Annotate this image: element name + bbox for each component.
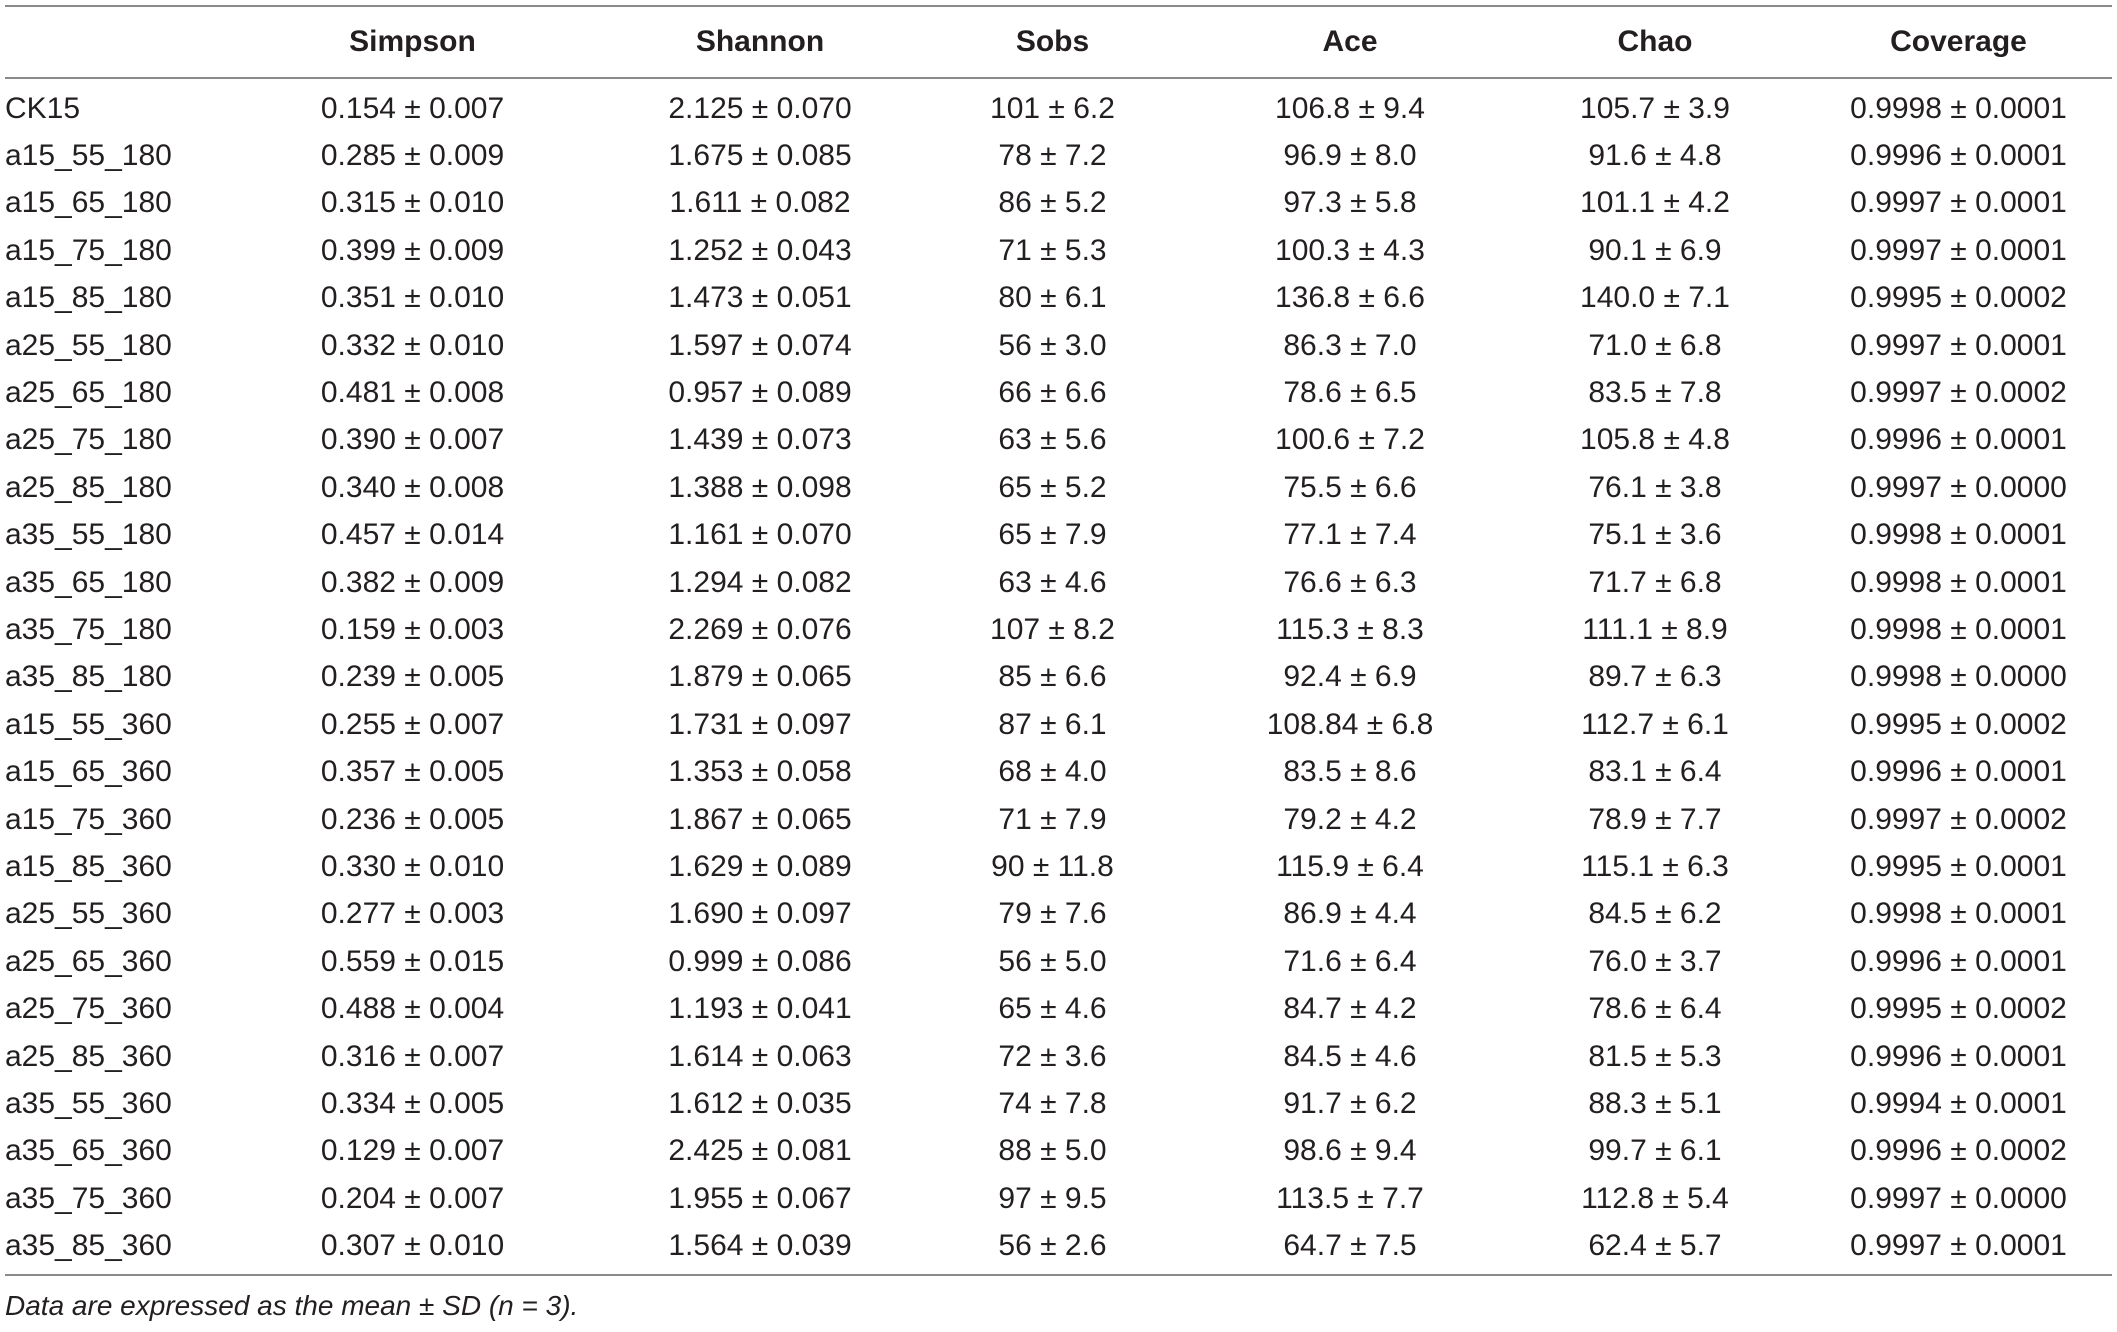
table-row [5,559,2112,606]
ace-cell: 86.9 ± 4.4 [1283,897,1417,931]
shannon-cell: 1.294 ± 0.082 [668,565,852,599]
row-label: a15_65_360 [5,755,172,789]
table-row [5,369,2112,416]
ace-cell: 98.6 ± 9.4 [1283,1134,1417,1168]
chao-cell: 88.3 ± 5.1 [1588,1086,1722,1120]
simpson-cell: 0.316 ± 0.007 [320,1039,505,1073]
simpson-cell: 0.315 ± 0.010 [320,186,505,220]
table-row [5,985,2112,1032]
chao-cell: 81.5 ± 5.3 [1588,1039,1722,1073]
ace-cell: 75.5 ± 6.6 [1283,470,1417,504]
ace-cell: 84.5 ± 4.6 [1283,1039,1417,1073]
shannon-cell: 2.425 ± 0.081 [668,1134,852,1168]
ace-cell: 97.3 ± 5.8 [1283,186,1417,220]
ace-cell: 92.4 ± 6.9 [1283,660,1417,694]
row-label: a35_75_180 [5,612,172,646]
row-label: a15_85_180 [5,281,172,315]
coverage-cell: 0.9998 ± 0.0000 [1850,660,2067,694]
simpson-cell: 0.382 ± 0.009 [320,565,505,599]
simpson-cell: 0.255 ± 0.007 [320,707,505,741]
simpson-cell: 0.399 ± 0.009 [320,233,505,267]
simpson-cell: 0.204 ± 0.007 [320,1181,505,1215]
chao-cell: 78.6 ± 6.4 [1588,992,1722,1026]
coverage-cell: 0.9995 ± 0.0001 [1850,849,2067,883]
sobs-cell: 68 ± 4.0 [998,755,1107,789]
table-row [5,1033,2112,1080]
simpson-cell: 0.357 ± 0.005 [320,755,505,789]
row-label: a35_55_360 [5,1086,172,1120]
ace-cell: 96.9 ± 8.0 [1283,139,1417,173]
shannon-cell: 1.629 ± 0.089 [668,849,852,883]
coverage-cell: 0.9998 ± 0.0001 [1850,565,2067,599]
table-row [5,1080,2112,1127]
row-label: a25_85_360 [5,1039,172,1073]
simpson-cell: 0.334 ± 0.005 [320,1086,505,1120]
ace-cell: 78.6 ± 6.5 [1283,376,1417,410]
coverage-cell: 0.9997 ± 0.0002 [1850,376,2067,410]
row-label: a15_75_360 [5,802,172,836]
chao-cell: 62.4 ± 5.7 [1505,1222,1805,1274]
chao-cell: 83.1 ± 6.4 [1588,755,1722,789]
shannon-cell: 1.252 ± 0.043 [668,233,852,267]
table-row [5,606,2112,653]
coverage-cell: 0.9996 ± 0.0001 [1850,755,2067,789]
simpson-cell: 0.351 ± 0.010 [320,281,505,315]
coverage-cell: 0.9997 ± 0.0001 [1850,328,2067,362]
coverage-cell: 0.9996 ± 0.0001 [1850,139,2067,173]
table-row [5,78,2112,132]
column-header-shannon: Shannon [610,6,910,78]
coverage-cell: 0.9997 ± 0.0001 [1850,186,2067,220]
sobs-cell: 56 ± 5.0 [998,944,1107,978]
sobs-cell: 101 ± 6.2 [990,91,1115,125]
sobs-cell: 90 ± 11.8 [991,849,1114,883]
row-label: a35_85_360 [5,1222,215,1274]
column-header-simpson: Simpson [215,6,610,78]
simpson-cell: 0.330 ± 0.010 [320,849,505,883]
shannon-cell: 0.999 ± 0.086 [668,944,852,978]
simpson-cell: 0.236 ± 0.005 [320,802,505,836]
column-header-chao: Chao [1505,6,1805,78]
row-label: a25_75_360 [5,992,172,1026]
simpson-cell: 0.285 ± 0.009 [320,139,505,173]
ace-cell: 115.9 ± 6.4 [1276,849,1424,883]
shannon-cell: 1.193 ± 0.041 [668,992,852,1026]
coverage-cell: 0.9997 ± 0.0001 [1850,233,2067,267]
simpson-cell: 0.559 ± 0.015 [320,944,505,978]
coverage-cell: 0.9998 ± 0.0001 [1850,518,2067,552]
table-row [5,275,2112,322]
table-row [5,464,2112,511]
ace-cell: 84.7 ± 4.2 [1283,992,1417,1026]
sobs-cell: 65 ± 5.2 [998,470,1107,504]
chao-cell: 140.0 ± 7.1 [1580,281,1730,315]
chao-cell: 101.1 ± 4.2 [1580,186,1730,220]
column-header-ace: Ace [1195,6,1505,78]
table-row [5,1128,2112,1175]
simpson-cell: 0.488 ± 0.004 [320,992,505,1026]
row-label: a25_75_180 [5,423,172,457]
table-row [5,938,2112,985]
chao-cell: 99.7 ± 6.1 [1588,1134,1722,1168]
ace-cell: 76.6 ± 6.3 [1283,565,1417,599]
row-label: CK15 [5,91,81,125]
chao-cell: 91.6 ± 4.8 [1588,139,1722,173]
row-label: a35_55_180 [5,518,172,552]
column-header-sobs: Sobs [910,6,1195,78]
coverage-cell: 0.9997 ± 0.0000 [1850,1181,2067,1215]
table-row [5,512,2112,559]
chao-cell: 105.8 ± 4.8 [1580,423,1730,457]
row-label: a15_55_180 [5,139,172,173]
coverage-cell: 0.9996 ± 0.0001 [1850,423,2067,457]
coverage-cell: 0.9997 ± 0.0002 [1850,802,2067,836]
sobs-cell: 56 ± 3.0 [998,328,1107,362]
table-row [5,701,2112,748]
row-label: a35_65_180 [5,565,172,599]
ace-cell: 115.3 ± 8.3 [1276,612,1424,646]
row-label: a25_55_180 [5,328,172,362]
coverage-cell: 0.9998 ± 0.0001 [1850,91,2067,125]
diversity-table [5,5,2112,1276]
sobs-cell: 63 ± 5.6 [998,423,1107,457]
sobs-cell: 65 ± 7.9 [998,518,1107,552]
chao-cell: 89.7 ± 6.3 [1588,660,1722,694]
coverage-cell: 0.9996 ± 0.0002 [1850,1134,2067,1168]
chao-cell: 105.7 ± 3.9 [1580,91,1730,125]
shannon-cell: 1.614 ± 0.063 [668,1039,852,1073]
shannon-cell: 1.867 ± 0.065 [668,802,852,836]
table-row [5,843,2112,890]
simpson-cell: 0.239 ± 0.005 [320,660,505,694]
chao-cell: 75.1 ± 3.6 [1588,518,1722,552]
sobs-cell: 71 ± 5.3 [998,233,1107,267]
ace-cell: 64.7 ± 7.5 [1195,1222,1505,1274]
shannon-cell: 1.564 ± 0.039 [610,1222,910,1274]
table-row [5,1222,2112,1274]
sobs-cell: 66 ± 6.6 [998,376,1107,410]
simpson-cell: 0.481 ± 0.008 [320,376,505,410]
table-footnote: Data are expressed as the mean ± SD (n = 3). [5,1290,579,1321]
sobs-cell: 85 ± 6.6 [998,660,1107,694]
coverage-cell: 0.9995 ± 0.0002 [1850,992,2067,1026]
table-row [5,654,2112,701]
simpson-cell: 0.340 ± 0.008 [320,470,505,504]
table-row [5,417,2112,464]
sobs-cell: 97 ± 9.5 [998,1181,1107,1215]
header-row [5,6,2112,78]
sobs-cell: 86 ± 5.2 [998,186,1107,220]
simpson-cell: 0.332 ± 0.010 [320,328,505,362]
ace-cell: 79.2 ± 4.2 [1283,802,1417,836]
simpson-cell: 0.307 ± 0.010 [215,1222,610,1274]
ace-cell: 91.7 ± 6.2 [1283,1086,1417,1120]
simpson-cell: 0.129 ± 0.007 [320,1134,505,1168]
chao-cell: 71.7 ± 6.8 [1588,565,1722,599]
ace-cell: 136.8 ± 6.6 [1275,281,1425,315]
shannon-cell: 1.473 ± 0.051 [668,281,852,315]
shannon-cell: 1.612 ± 0.035 [668,1086,852,1120]
shannon-cell: 1.388 ± 0.098 [668,470,852,504]
row-label: a15_55_360 [5,707,172,741]
shannon-cell: 1.439 ± 0.073 [668,423,852,457]
shannon-cell: 1.690 ± 0.097 [668,897,852,931]
row-label: a35_65_360 [5,1134,172,1168]
chao-cell: 90.1 ± 6.9 [1588,233,1722,267]
coverage-cell: 0.9997 ± 0.0001 [1805,1222,2112,1274]
ace-cell: 71.6 ± 6.4 [1283,944,1417,978]
coverage-cell: 0.9997 ± 0.0000 [1850,470,2067,504]
table-row [5,322,2112,369]
sobs-cell: 80 ± 6.1 [998,281,1107,315]
ace-cell: 100.3 ± 4.3 [1275,233,1425,267]
table-body [5,78,2112,1275]
table-row [5,748,2112,795]
ace-cell: 77.1 ± 7.4 [1283,518,1417,552]
chao-cell: 115.1 ± 6.3 [1581,849,1729,883]
chao-cell: 111.1 ± 8.9 [1582,612,1728,646]
table-row [5,796,2112,843]
shannon-cell: 0.957 ± 0.089 [668,376,852,410]
row-label: a15_75_180 [5,233,172,267]
shannon-cell: 1.675 ± 0.085 [668,139,852,173]
sobs-cell: 79 ± 7.6 [998,897,1107,931]
simpson-cell: 0.390 ± 0.007 [320,423,505,457]
coverage-cell: 0.9996 ± 0.0001 [1850,1039,2067,1073]
shannon-cell: 1.955 ± 0.067 [668,1181,852,1215]
row-label: a35_75_360 [5,1181,172,1215]
ace-cell: 106.8 ± 9.4 [1275,91,1425,125]
coverage-cell: 0.9996 ± 0.0001 [1850,944,2067,978]
chao-cell: 112.7 ± 6.1 [1581,707,1729,741]
ace-cell: 108.84 ± 6.8 [1266,707,1434,741]
chao-cell: 76.1 ± 3.8 [1588,470,1722,504]
chao-cell: 78.9 ± 7.7 [1588,802,1722,836]
shannon-cell: 1.731 ± 0.097 [668,707,852,741]
sobs-cell: 78 ± 7.2 [998,139,1107,173]
row-label: a15_65_180 [5,186,172,220]
shannon-cell: 1.161 ± 0.070 [668,518,852,552]
shannon-cell: 1.353 ± 0.058 [668,755,852,789]
simpson-cell: 0.457 ± 0.014 [320,518,505,552]
chao-cell: 84.5 ± 6.2 [1588,897,1722,931]
table-row [5,891,2112,938]
row-label: a25_85_180 [5,470,172,504]
shannon-cell: 2.269 ± 0.076 [668,612,852,646]
sobs-cell: 65 ± 4.6 [998,992,1107,1026]
sobs-cell: 88 ± 5.0 [998,1134,1107,1168]
simpson-cell: 0.154 ± 0.007 [320,91,505,125]
row-label: a35_85_180 [5,660,172,694]
coverage-cell: 0.9995 ± 0.0002 [1850,707,2067,741]
ace-cell: 100.6 ± 7.2 [1275,423,1425,457]
shannon-cell: 1.611 ± 0.082 [669,186,851,220]
column-header-sample [5,6,215,78]
shannon-cell: 2.125 ± 0.070 [668,91,852,125]
coverage-cell: 0.9998 ± 0.0001 [1850,612,2067,646]
coverage-cell: 0.9998 ± 0.0001 [1850,897,2067,931]
column-header-coverage: Coverage [1805,6,2112,78]
sobs-cell: 74 ± 7.8 [998,1086,1107,1120]
table-row [5,132,2112,179]
simpson-cell: 0.159 ± 0.003 [320,612,505,646]
ace-cell: 86.3 ± 7.0 [1283,328,1417,362]
sobs-cell: 72 ± 3.6 [998,1039,1107,1073]
ace-cell: 83.5 ± 8.6 [1283,755,1417,789]
chao-cell: 76.0 ± 3.7 [1588,944,1722,978]
row-label: a25_55_360 [5,897,172,931]
table-row [5,1175,2112,1222]
chao-cell: 83.5 ± 7.8 [1588,376,1722,410]
row-label: a15_85_360 [5,849,172,883]
row-label: a25_65_360 [5,944,172,978]
sobs-cell: 56 ± 2.6 [910,1222,1195,1274]
simpson-cell: 0.277 ± 0.003 [320,897,505,931]
table-row [5,180,2112,227]
sobs-cell: 107 ± 8.2 [990,612,1115,646]
sobs-cell: 63 ± 4.6 [998,565,1107,599]
shannon-cell: 1.879 ± 0.065 [668,660,852,694]
coverage-cell: 0.9994 ± 0.0001 [1850,1086,2067,1120]
sobs-cell: 71 ± 7.9 [998,802,1107,836]
table-header [5,6,2112,78]
ace-cell: 113.5 ± 7.7 [1276,1181,1424,1215]
table-row [5,227,2112,274]
chao-cell: 71.0 ± 6.8 [1588,328,1722,362]
chao-cell: 112.8 ± 5.4 [1581,1181,1729,1215]
sobs-cell: 87 ± 6.1 [998,707,1107,741]
row-label: a25_65_180 [5,376,172,410]
shannon-cell: 1.597 ± 0.074 [668,328,852,362]
coverage-cell: 0.9995 ± 0.0002 [1850,281,2067,315]
